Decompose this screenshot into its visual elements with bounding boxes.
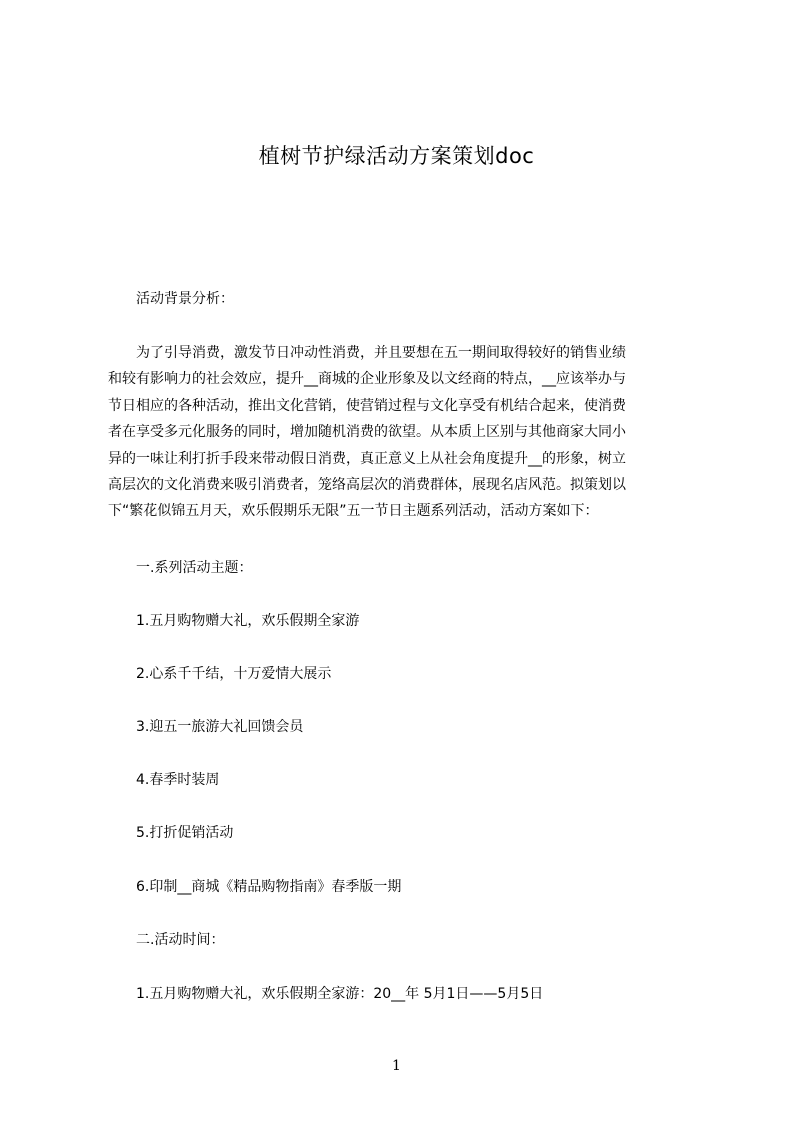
paragraph-line: 节日相应的各种活动，推出文化营销，使营销过程与文化享受有机结合起来，使消费 <box>108 397 626 414</box>
theme-item: 4.春季时装周 <box>136 772 220 788</box>
theme-item: 6.印制__商城《精品购物指南》春季版一期 <box>136 879 402 895</box>
paragraph-line: 为了引导消费，激发节日冲动性消费，并且要想在五一期间取得较好的销售业绩 <box>108 345 626 361</box>
section-heading-themes: 一.系列活动主题： <box>136 560 253 576</box>
theme-item: 5.打折促销活动 <box>136 825 234 841</box>
background-paragraph <box>108 340 688 525</box>
theme-item: 2.心系千千结，十万爱情大展示 <box>136 666 332 682</box>
paragraph-line: 高层次的文化消费来吸引消费者，笼络高层次的消费群体，展现名店风范。拟策划以 <box>108 476 626 493</box>
paragraph-line: 异的一味让利打折手段来带动假日消费，真正意义上从社会角度提升__的形象，树立 <box>108 450 626 467</box>
background-heading: 活动背景分析： <box>136 291 234 307</box>
page-number: 1 <box>392 1058 401 1074</box>
document-title: 植树节护绿活动方案策划doc <box>258 144 535 168</box>
theme-item: 1.五月购物赠大礼，欢乐假期全家游 <box>136 613 360 629</box>
paragraph-line: 者在享受多元化服务的同时，增加随机消费的欲望。从本质上区别与其他商家大同小 <box>108 424 626 441</box>
paragraph-line: 和较有影响力的社会效应，提升__商城的企业形象及以文经商的特点，__应该举办与 <box>108 371 626 388</box>
theme-item: 3.迎五一旅游大礼回馈会员 <box>136 719 304 735</box>
section-heading-time: 二.活动时间： <box>136 932 225 948</box>
time-item: 1.五月购物赠大礼，欢乐假期全家游：20__年 5月1日——5月5日 <box>136 986 544 1002</box>
paragraph-line: 下“繁花似锦五月天，欢乐假期乐无限”五一节日主题系列活动，活动方案如下： <box>108 503 599 520</box>
